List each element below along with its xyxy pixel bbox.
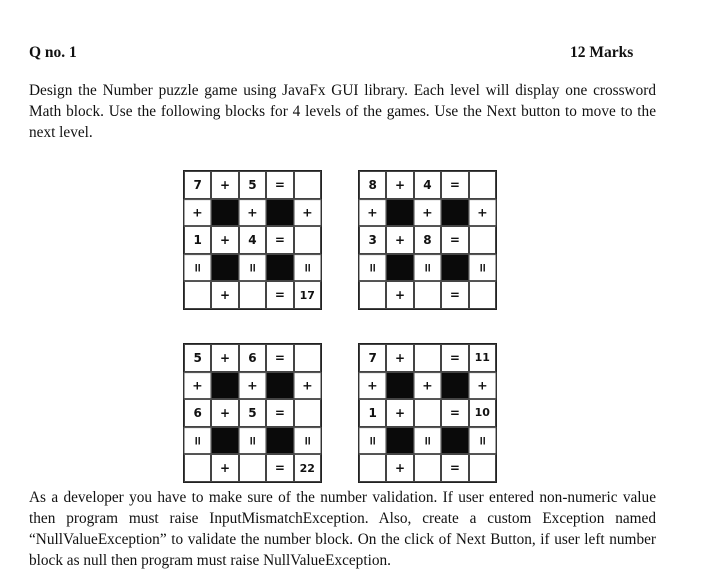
number-cell: 5 — [239, 399, 266, 427]
plus-operator-cell: + — [468, 199, 496, 226]
equals-operator-cell: = — [414, 427, 442, 454]
equals-operator-cell: = — [266, 281, 293, 309]
number-cell: 1 — [359, 399, 386, 427]
plus-operator-cell: + — [211, 171, 238, 199]
number-cell: 6 — [184, 399, 211, 427]
plus-operator-cell: + — [359, 372, 387, 399]
blocked-cell — [266, 427, 293, 455]
equals-operator-cell: = — [359, 427, 387, 454]
puzzle-grid-level-2 — [358, 170, 497, 310]
puzzle-grid-level-4 — [358, 343, 497, 483]
plus-operator-cell: + — [211, 344, 238, 372]
number-input-cell[interactable] — [469, 281, 496, 309]
number-cell: 7 — [184, 171, 211, 199]
number-cell: 17 — [294, 281, 321, 309]
equals-operator-cell: = — [184, 254, 212, 281]
equals-operator-cell: = — [441, 281, 468, 309]
number-cell: 7 — [359, 344, 386, 372]
number-input-cell[interactable] — [294, 399, 321, 427]
equals-operator-cell: = — [441, 171, 468, 199]
equals-operator-cell: = — [441, 226, 468, 254]
plus-operator-cell: + — [184, 199, 212, 226]
blocked-cell — [441, 427, 468, 455]
plus-operator-cell: + — [184, 372, 212, 399]
number-cell: 6 — [239, 344, 266, 372]
number-input-cell[interactable] — [469, 454, 496, 482]
plus-operator-cell: + — [359, 199, 387, 226]
number-cell: 3 — [359, 226, 386, 254]
plus-operator-cell: + — [414, 372, 442, 399]
blocked-cell — [386, 254, 413, 282]
plus-operator-cell: + — [293, 372, 321, 399]
plus-operator-cell: + — [211, 399, 238, 427]
blocked-cell — [211, 427, 238, 455]
number-cell: 10 — [469, 399, 496, 427]
equals-operator-cell: = — [359, 254, 387, 281]
marks-label: 12 Marks — [570, 44, 634, 61]
number-input-cell[interactable] — [294, 171, 321, 199]
plus-operator-cell: + — [239, 372, 267, 399]
equals-operator-cell: = — [468, 254, 496, 281]
plus-operator-cell: + — [386, 399, 413, 427]
number-input-cell[interactable] — [239, 454, 266, 482]
equals-operator-cell: = — [184, 427, 212, 454]
equals-operator-cell: = — [266, 344, 293, 372]
puzzle-grid-level-3 — [183, 343, 322, 483]
plus-operator-cell: + — [468, 372, 496, 399]
blocked-cell — [211, 199, 238, 227]
number-input-cell[interactable] — [414, 344, 441, 372]
number-input-cell[interactable] — [469, 226, 496, 254]
equals-operator-cell: = — [293, 254, 321, 281]
number-input-cell[interactable] — [359, 454, 386, 482]
blocked-cell — [266, 199, 293, 227]
plus-operator-cell: + — [386, 281, 413, 309]
number-input-cell[interactable] — [414, 399, 441, 427]
number-input-cell[interactable] — [469, 171, 496, 199]
blocked-cell — [386, 372, 413, 400]
blocked-cell — [386, 199, 413, 227]
plus-operator-cell: + — [211, 454, 238, 482]
plus-operator-cell: + — [386, 171, 413, 199]
number-cell: 5 — [239, 171, 266, 199]
blocked-cell — [441, 254, 468, 282]
equals-operator-cell: = — [266, 171, 293, 199]
equals-operator-cell: = — [293, 427, 321, 454]
number-cell: 8 — [359, 171, 386, 199]
blocked-cell — [211, 372, 238, 400]
number-cell: 1 — [184, 226, 211, 254]
plus-operator-cell: + — [386, 454, 413, 482]
number-input-cell[interactable] — [184, 454, 211, 482]
equals-operator-cell: = — [441, 454, 468, 482]
number-cell: 4 — [414, 171, 441, 199]
number-input-cell[interactable] — [359, 281, 386, 309]
plus-operator-cell: + — [239, 199, 267, 226]
equals-operator-cell: = — [239, 427, 267, 454]
plus-operator-cell: + — [293, 199, 321, 226]
number-input-cell[interactable] — [184, 281, 211, 309]
plus-operator-cell: + — [386, 226, 413, 254]
number-cell: 11 — [469, 344, 496, 372]
validation-paragraph: As a developer you have to make sure of the number validation. If user entered non-numeric value then program must raise InputMismatchException. Also, create a custom Exception named “NullValueException” to validate the number block. On the click of Next Button, if user left number block as null then program must raise NullValueException. — [29, 489, 656, 569]
equals-operator-cell: = — [414, 254, 442, 281]
blocked-cell — [441, 199, 468, 227]
equals-operator-cell: = — [441, 399, 468, 427]
plus-operator-cell: + — [414, 199, 442, 226]
equals-operator-cell: = — [468, 427, 496, 454]
equals-operator-cell: = — [266, 454, 293, 482]
number-input-cell[interactable] — [414, 281, 441, 309]
plus-operator-cell: + — [211, 226, 238, 254]
blocked-cell — [211, 254, 238, 282]
number-input-cell[interactable] — [294, 344, 321, 372]
blocked-cell — [441, 372, 468, 400]
equals-operator-cell: = — [441, 344, 468, 372]
number-cell: 8 — [414, 226, 441, 254]
equals-operator-cell: = — [266, 226, 293, 254]
number-input-cell[interactable] — [414, 454, 441, 482]
number-cell: 4 — [239, 226, 266, 254]
equals-operator-cell: = — [266, 399, 293, 427]
plus-operator-cell: + — [211, 281, 238, 309]
blocked-cell — [386, 427, 413, 455]
number-input-cell[interactable] — [239, 281, 266, 309]
number-cell: 22 — [294, 454, 321, 482]
question-number: Q no. 1 — [29, 44, 77, 61]
blocked-cell — [266, 372, 293, 400]
blocked-cell — [266, 254, 293, 282]
plus-operator-cell: + — [386, 344, 413, 372]
number-input-cell[interactable] — [294, 226, 321, 254]
puzzle-grid-level-1 — [183, 170, 322, 310]
number-cell: 5 — [184, 344, 211, 372]
equals-operator-cell: = — [239, 254, 267, 281]
intro-paragraph: Design the Number puzzle game using JavaFx GUI library. Each level will display one crossword Math block. Use the following blocks for 4 levels of the games. Use the Next button to move to the next level. — [29, 82, 656, 141]
